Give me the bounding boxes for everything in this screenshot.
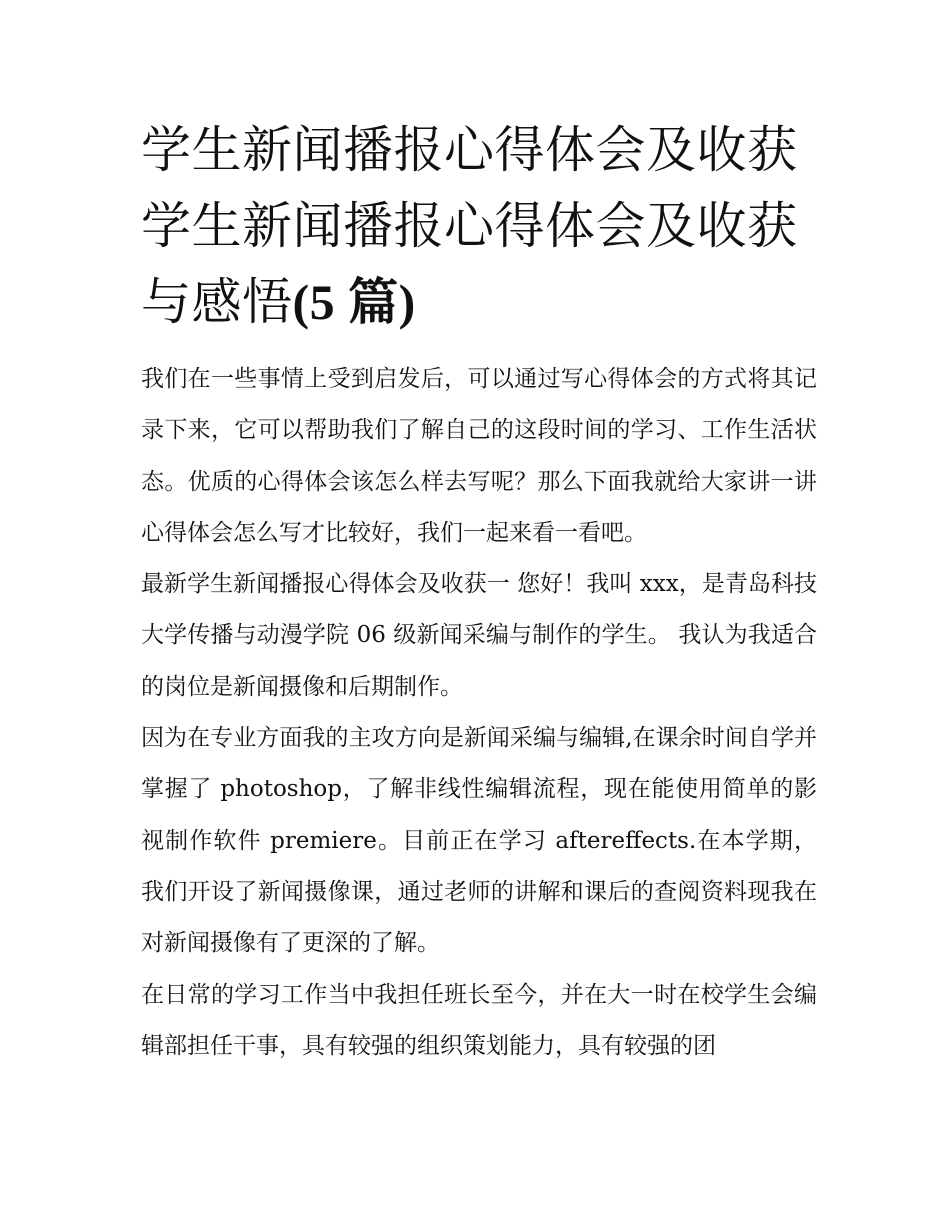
title-line-1: 学生新闻播报心得体会及收获	[141, 121, 798, 179]
title-line-3: 与感悟	[141, 273, 293, 331]
title-suffix: (5 篇)	[292, 274, 416, 330]
document-title	[141, 112, 817, 340]
paragraph-self-introduction: 最新学生新闻播报心得体会及收获一 您好！我叫 xxx，是青岛科技大学传播与动漫学院 06 级新闻采编与制作的学生。 我认为我适合的岗位是新闻摄像和后期制作。	[141, 571, 817, 700]
paragraph-intro: 我们在一些事情上受到启发后，可以通过写心得体会的方式将其记录下来，它可以帮助我们了解自己的这段时间的学习、工作生活状态。优质的心得体会该怎么样去写呢？那么下面我就给大家讲一讲心得体会怎么写才比较好，我们一起来看一看吧。	[141, 366, 817, 546]
paragraph-professional-skills: 因为在专业方面我的主攻方向是新闻采编与编辑,在课余时间自学并掌握了 photoshop，了解非线性编辑流程，现在能使用简单的影视制作软件 premiere。目前正在学习 aftereffects.在本学期，我们开设了新闻摄像课，通过老师的讲解和课后的查阅资料现我在对新闻摄像有了更深的了解。	[141, 725, 817, 957]
paragraph-work-experience: 在日常的学习工作当中我担任班长至今，并在大一时在校学生会编辑部担任干事，具有较强的组织策划能力，具有较强的团	[141, 981, 817, 1059]
document-body	[141, 112, 817, 1072]
title-line-2: 学生新闻播报心得体会及收获	[141, 197, 798, 255]
